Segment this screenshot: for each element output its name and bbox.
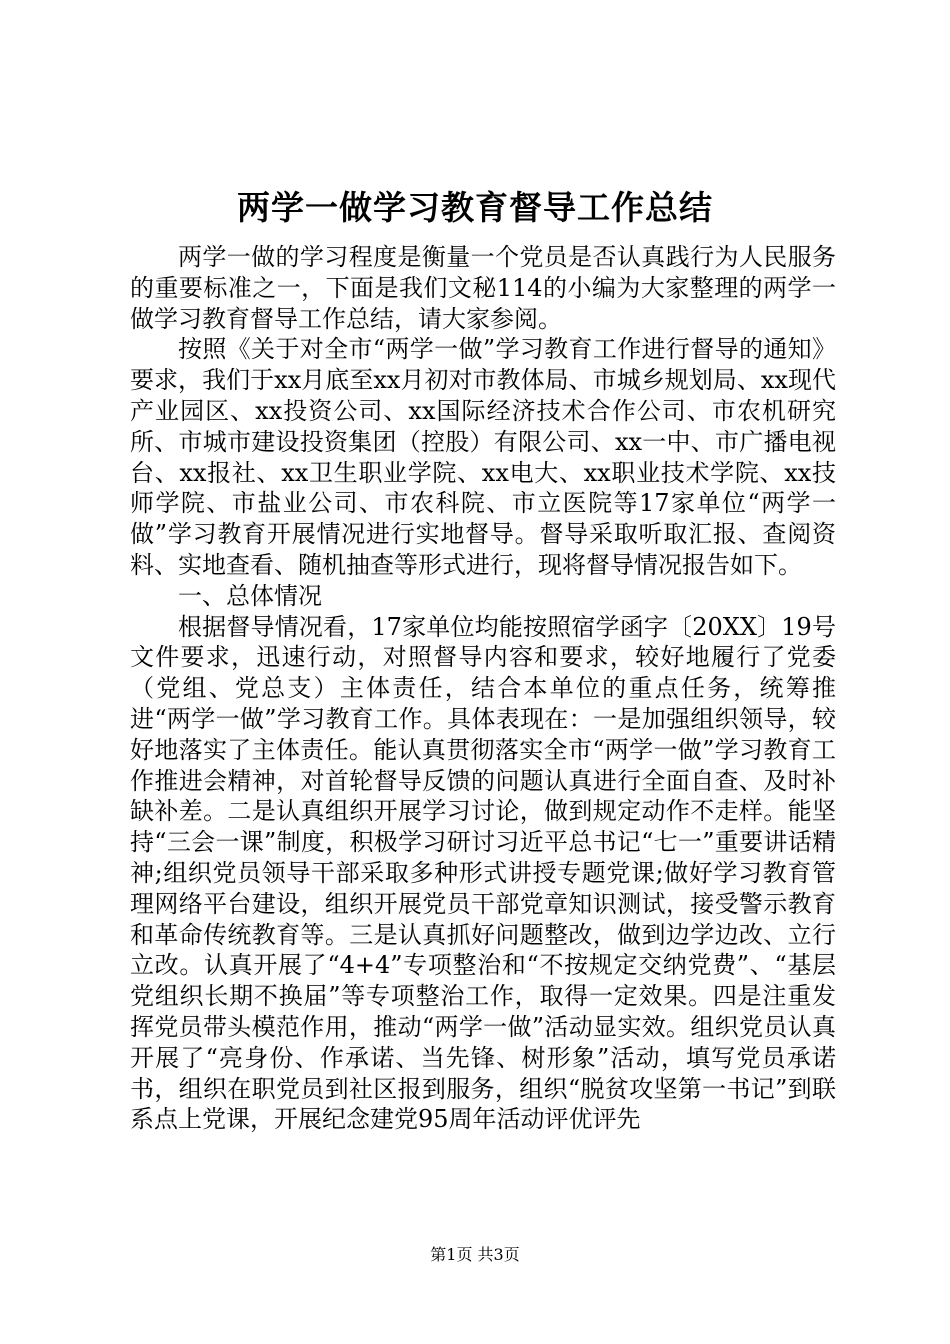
section-heading: 一、总体情况 xyxy=(178,581,322,610)
document-body xyxy=(130,242,836,1135)
intro-paragraph: 两学一做的学习程度是衡量一个党员是否认真践行为人民服务的重要标准之一，下面是我们文秘114的小编为大家整理的两学一做学习教育督导工作总结，请大家参阅。 xyxy=(130,243,836,333)
summary-paragraph: 根据督导情况看，17家单位均能按照宿学函字〔20XX〕19号文件要求，迅速行动，对照督导内容和要求，较好地履行了党委（党组、党总支）主体责任，结合本单位的重点任务，统筹推进“两学一做”学习教育工作。具体表现在：一是加强组织领导，较好地落实了主体责任。能认真贯彻落实全市“两学一做”学习教育工作推进会精神，对首轮督导反馈的问题认真进行全面自查、及时补缺补差。二是认真组织开展学习讨论，做到规定动作不走样。能坚持“三会一课”制度，积极学习研讨习近平总书记“七一”重要讲话精神;组织党员领导干部采取多种形式讲授专题党课;做好学习教育管理网络平台建设，组织开展党员干部党章知识测试，接受警示教育和革命传统教育等。三是认真抓好问题整改，做到边学边改、立行立改。认真开展了“4+4”专项整治和“不按规定交纳党费”、“基层党组织长期不换届”等专项整治工作，取得一定效果。四是注重发挥党员带头模范作用，推动“两学一做”活动显实效。组织党员认真开展了“亮身份、作承诺、当先锋、树形象”活动，填写党员承诺书，组织在职党员到社区报到服务，组织“脱贫攻坚第一书记”到联系点上党课，开展纪念建党95周年活动评优评先 xyxy=(130,612,836,1134)
page-footer: 第1页 共3页 xyxy=(430,1245,520,1264)
notice-paragraph: 按照《关于对全市“两学一做”学习教育工作进行督导的通知》要求，我们于xx月底至xx月初对市教体局、市城乡规划局、xx现代产业园区、xx投资公司、xx国际经济技术合作公司、市农机研究所、市城市建设投资集团（控股）有限公司、xx一中、市广播电视台、xx报社、xx卫生职业学院、xx电大、xx职业技术学院、xx技师学院、市盐业公司、市农科院、市立医院等17家单位“两学一做”学习教育开展情况进行实地督导。督导采取听取汇报、查阅资料、实地查看、随机抽查等形式进行，现将督导情况报告如下。 xyxy=(130,335,836,579)
document-title: 两学一做学习教育督导工作总结 xyxy=(237,188,713,227)
